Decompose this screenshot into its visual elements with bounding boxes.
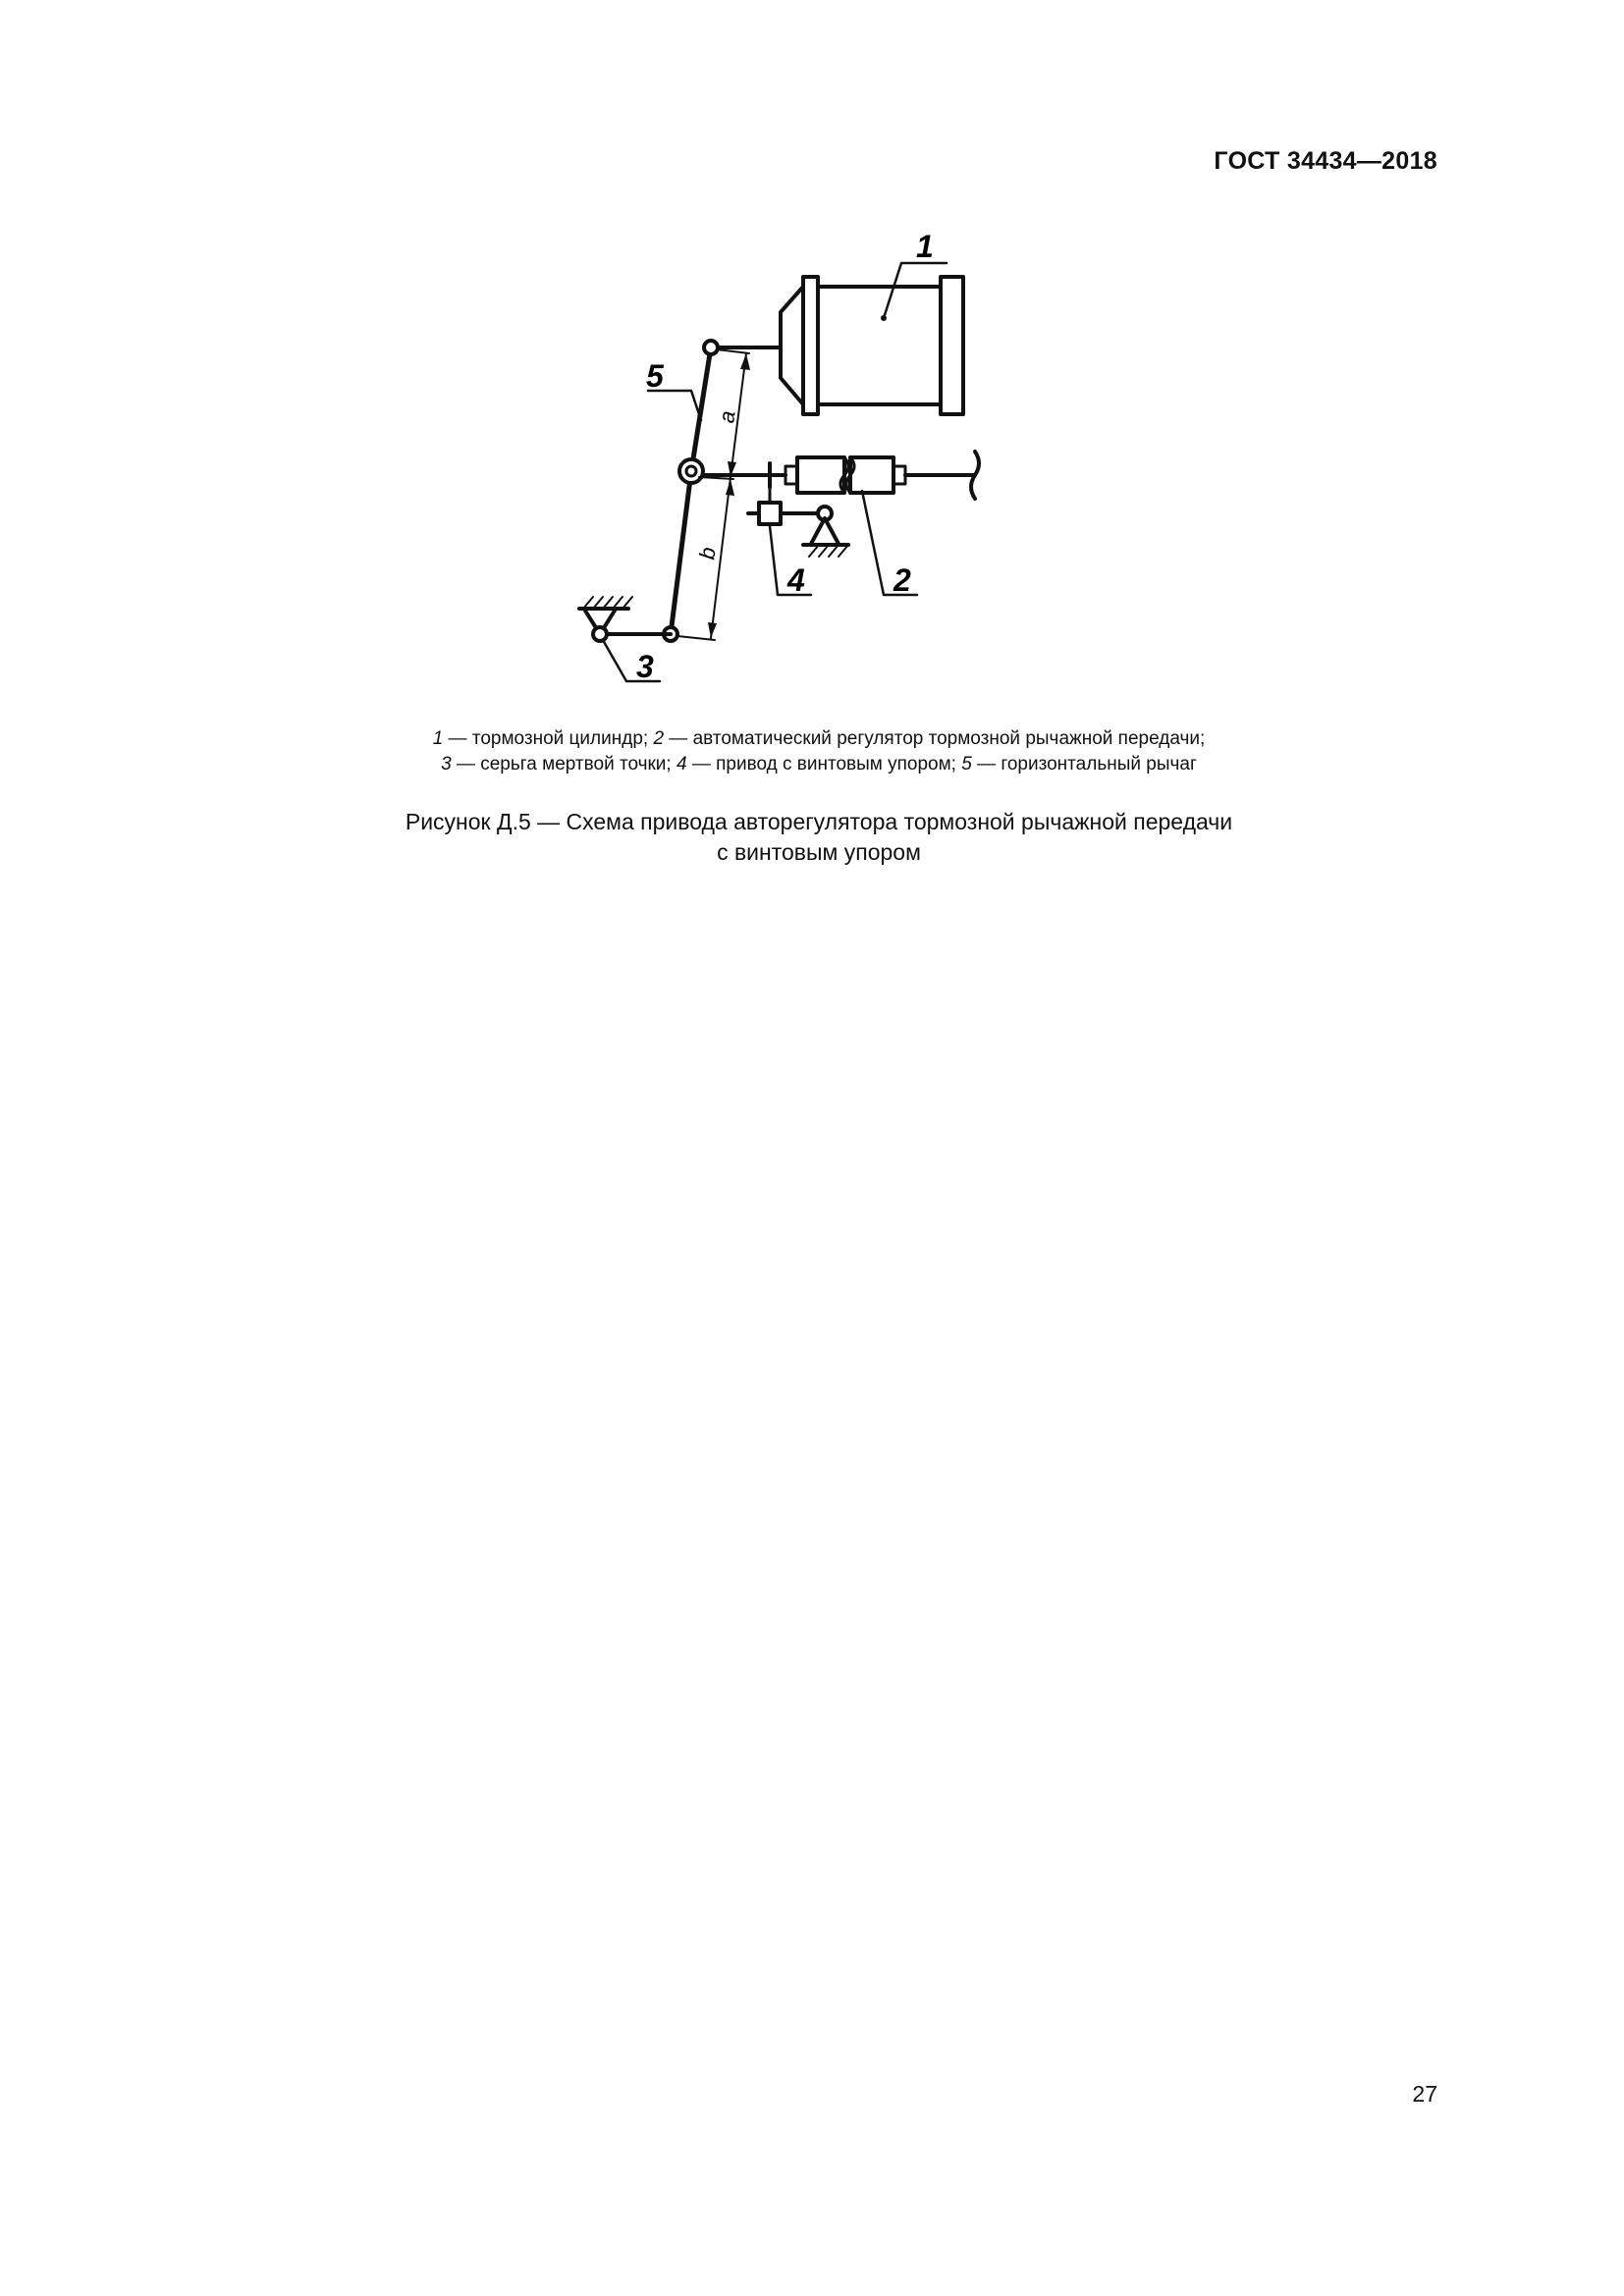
auto-regulator (703, 452, 979, 499)
callout-2: 2 (893, 562, 911, 598)
callout-4: 4 (787, 562, 805, 598)
legend-line-2: 3 — серьга мертвой точки; 4 — привод с винтовым упором; 5 — горизонтальный рычаг (441, 754, 1197, 774)
horizontal-lever (664, 341, 721, 641)
callout-1: 1 (916, 229, 934, 264)
document-header: ГОСТ 34434—2018 (1214, 147, 1437, 175)
page-number: 27 (1412, 2081, 1437, 2107)
callout-5: 5 (646, 358, 664, 394)
dimension-b: b (694, 545, 721, 561)
figure-caption (245, 807, 1392, 868)
dimension-a: a (714, 408, 740, 425)
brake-lever-diagram (0, 0, 1624, 707)
callout-3: 3 (636, 649, 654, 684)
caption-line-2: с винтовым упором (717, 839, 921, 865)
screw-stop-drive (748, 487, 848, 557)
legend-line-1: 1 — тормозной цилиндр; 2 — автоматический регулятор тормозной рычажной передачи; (432, 728, 1206, 749)
brake-cylinder (711, 277, 963, 414)
caption-line-1: Рисунок Д.5 — Схема привода авторегулятора тормозной рычажной передачи (405, 809, 1233, 834)
figure-legend (245, 726, 1392, 777)
dead-point-link (579, 597, 671, 641)
